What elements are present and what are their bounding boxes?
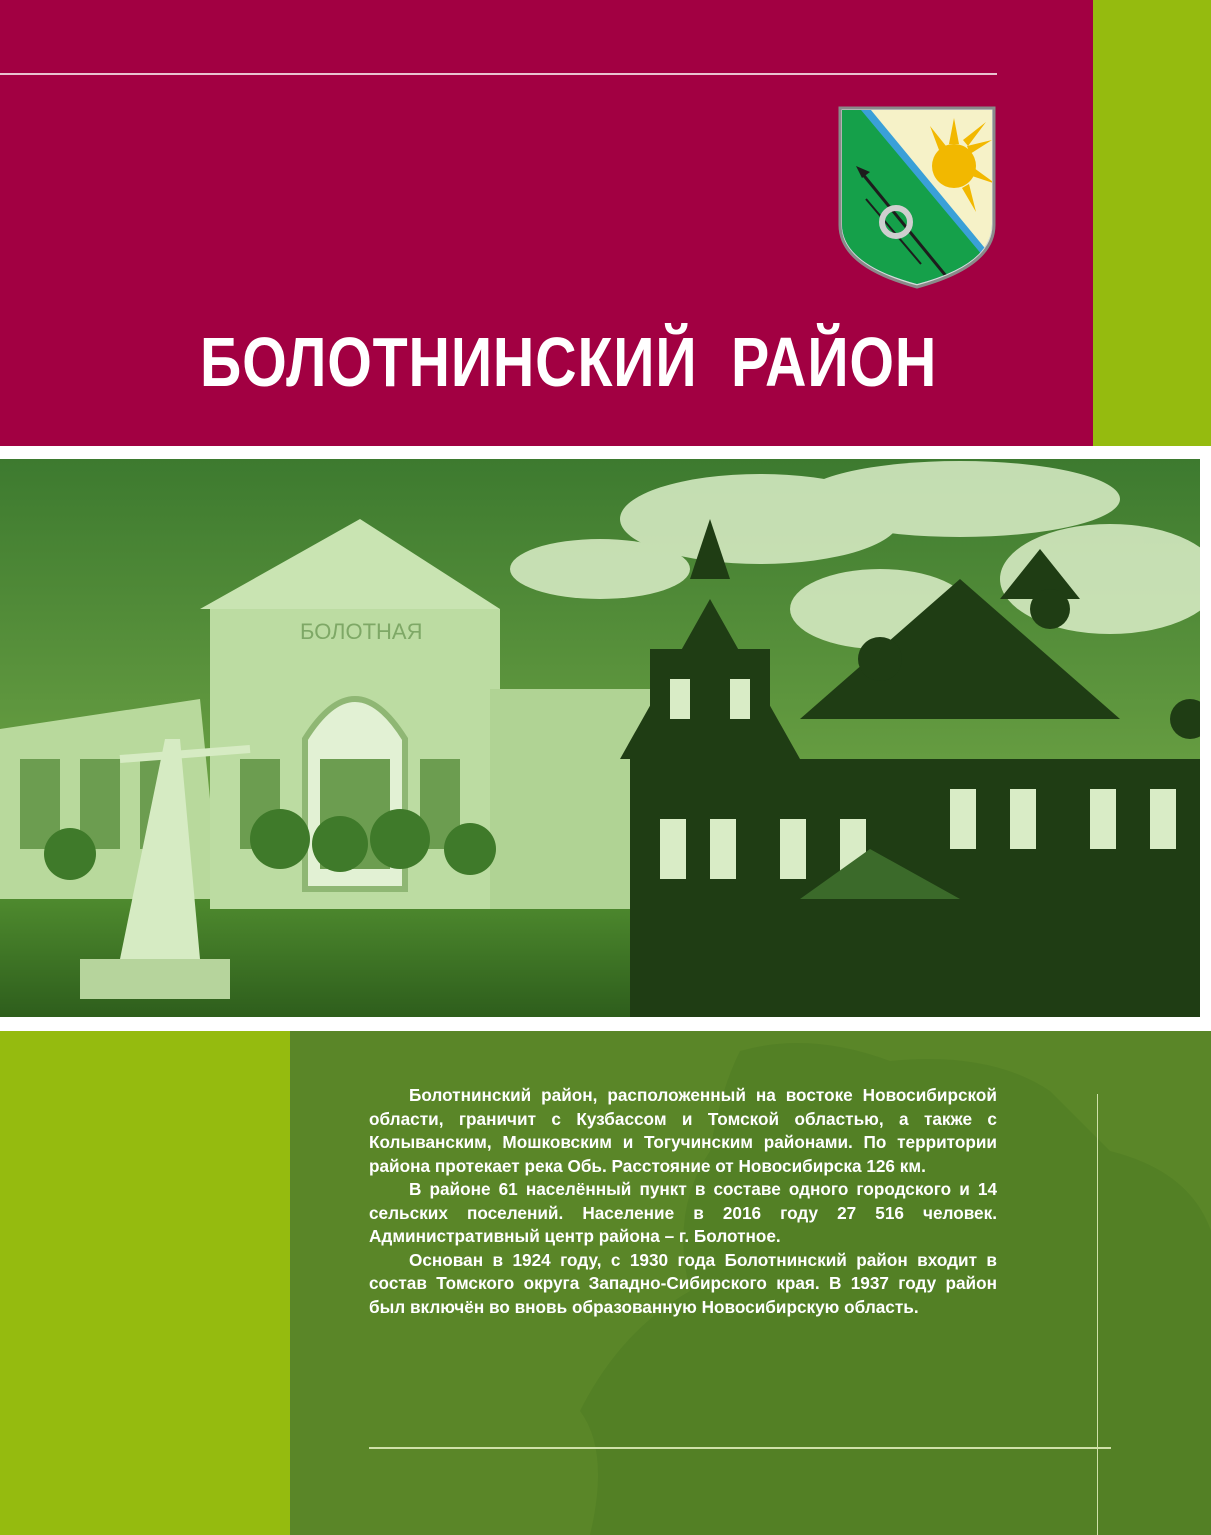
article-paragraph: Болотнинский район, расположенный на востоке Новосибирской области, граничит с Кузбассом и Томской областью, а также с Колыванским, Мошковским и Тогучинским районами. По территории района протекает река Обь. Расстояние от Новосибирска 126 км.	[369, 1085, 997, 1176]
horizontal-rule	[369, 1447, 1111, 1449]
station-and-church-photo	[0, 459, 1200, 1017]
vertical-rule	[1097, 1094, 1098, 1535]
article-text	[369, 1084, 997, 1319]
coat-of-arms-icon	[836, 104, 998, 290]
article-paragraph: В районе 61 населённый пункт в составе одного городского и 14 сельских поселений. Население в 2016 году 27 516 человек. Административный центр района – г. Болотное.	[369, 1179, 997, 1246]
page-title: БОЛОТНИНСКИЙ РАЙОН	[200, 323, 938, 401]
station-sign: БОЛОТНАЯ	[300, 619, 423, 644]
header-rule	[0, 73, 997, 75]
article-paragraph: Основан в 1924 году, с 1930 года Болотнинский район входит в состав Томского округа Западно-Сибирского края. В 1937 году район был включён во вновь образованную Новосибирскую область.	[369, 1249, 997, 1317]
